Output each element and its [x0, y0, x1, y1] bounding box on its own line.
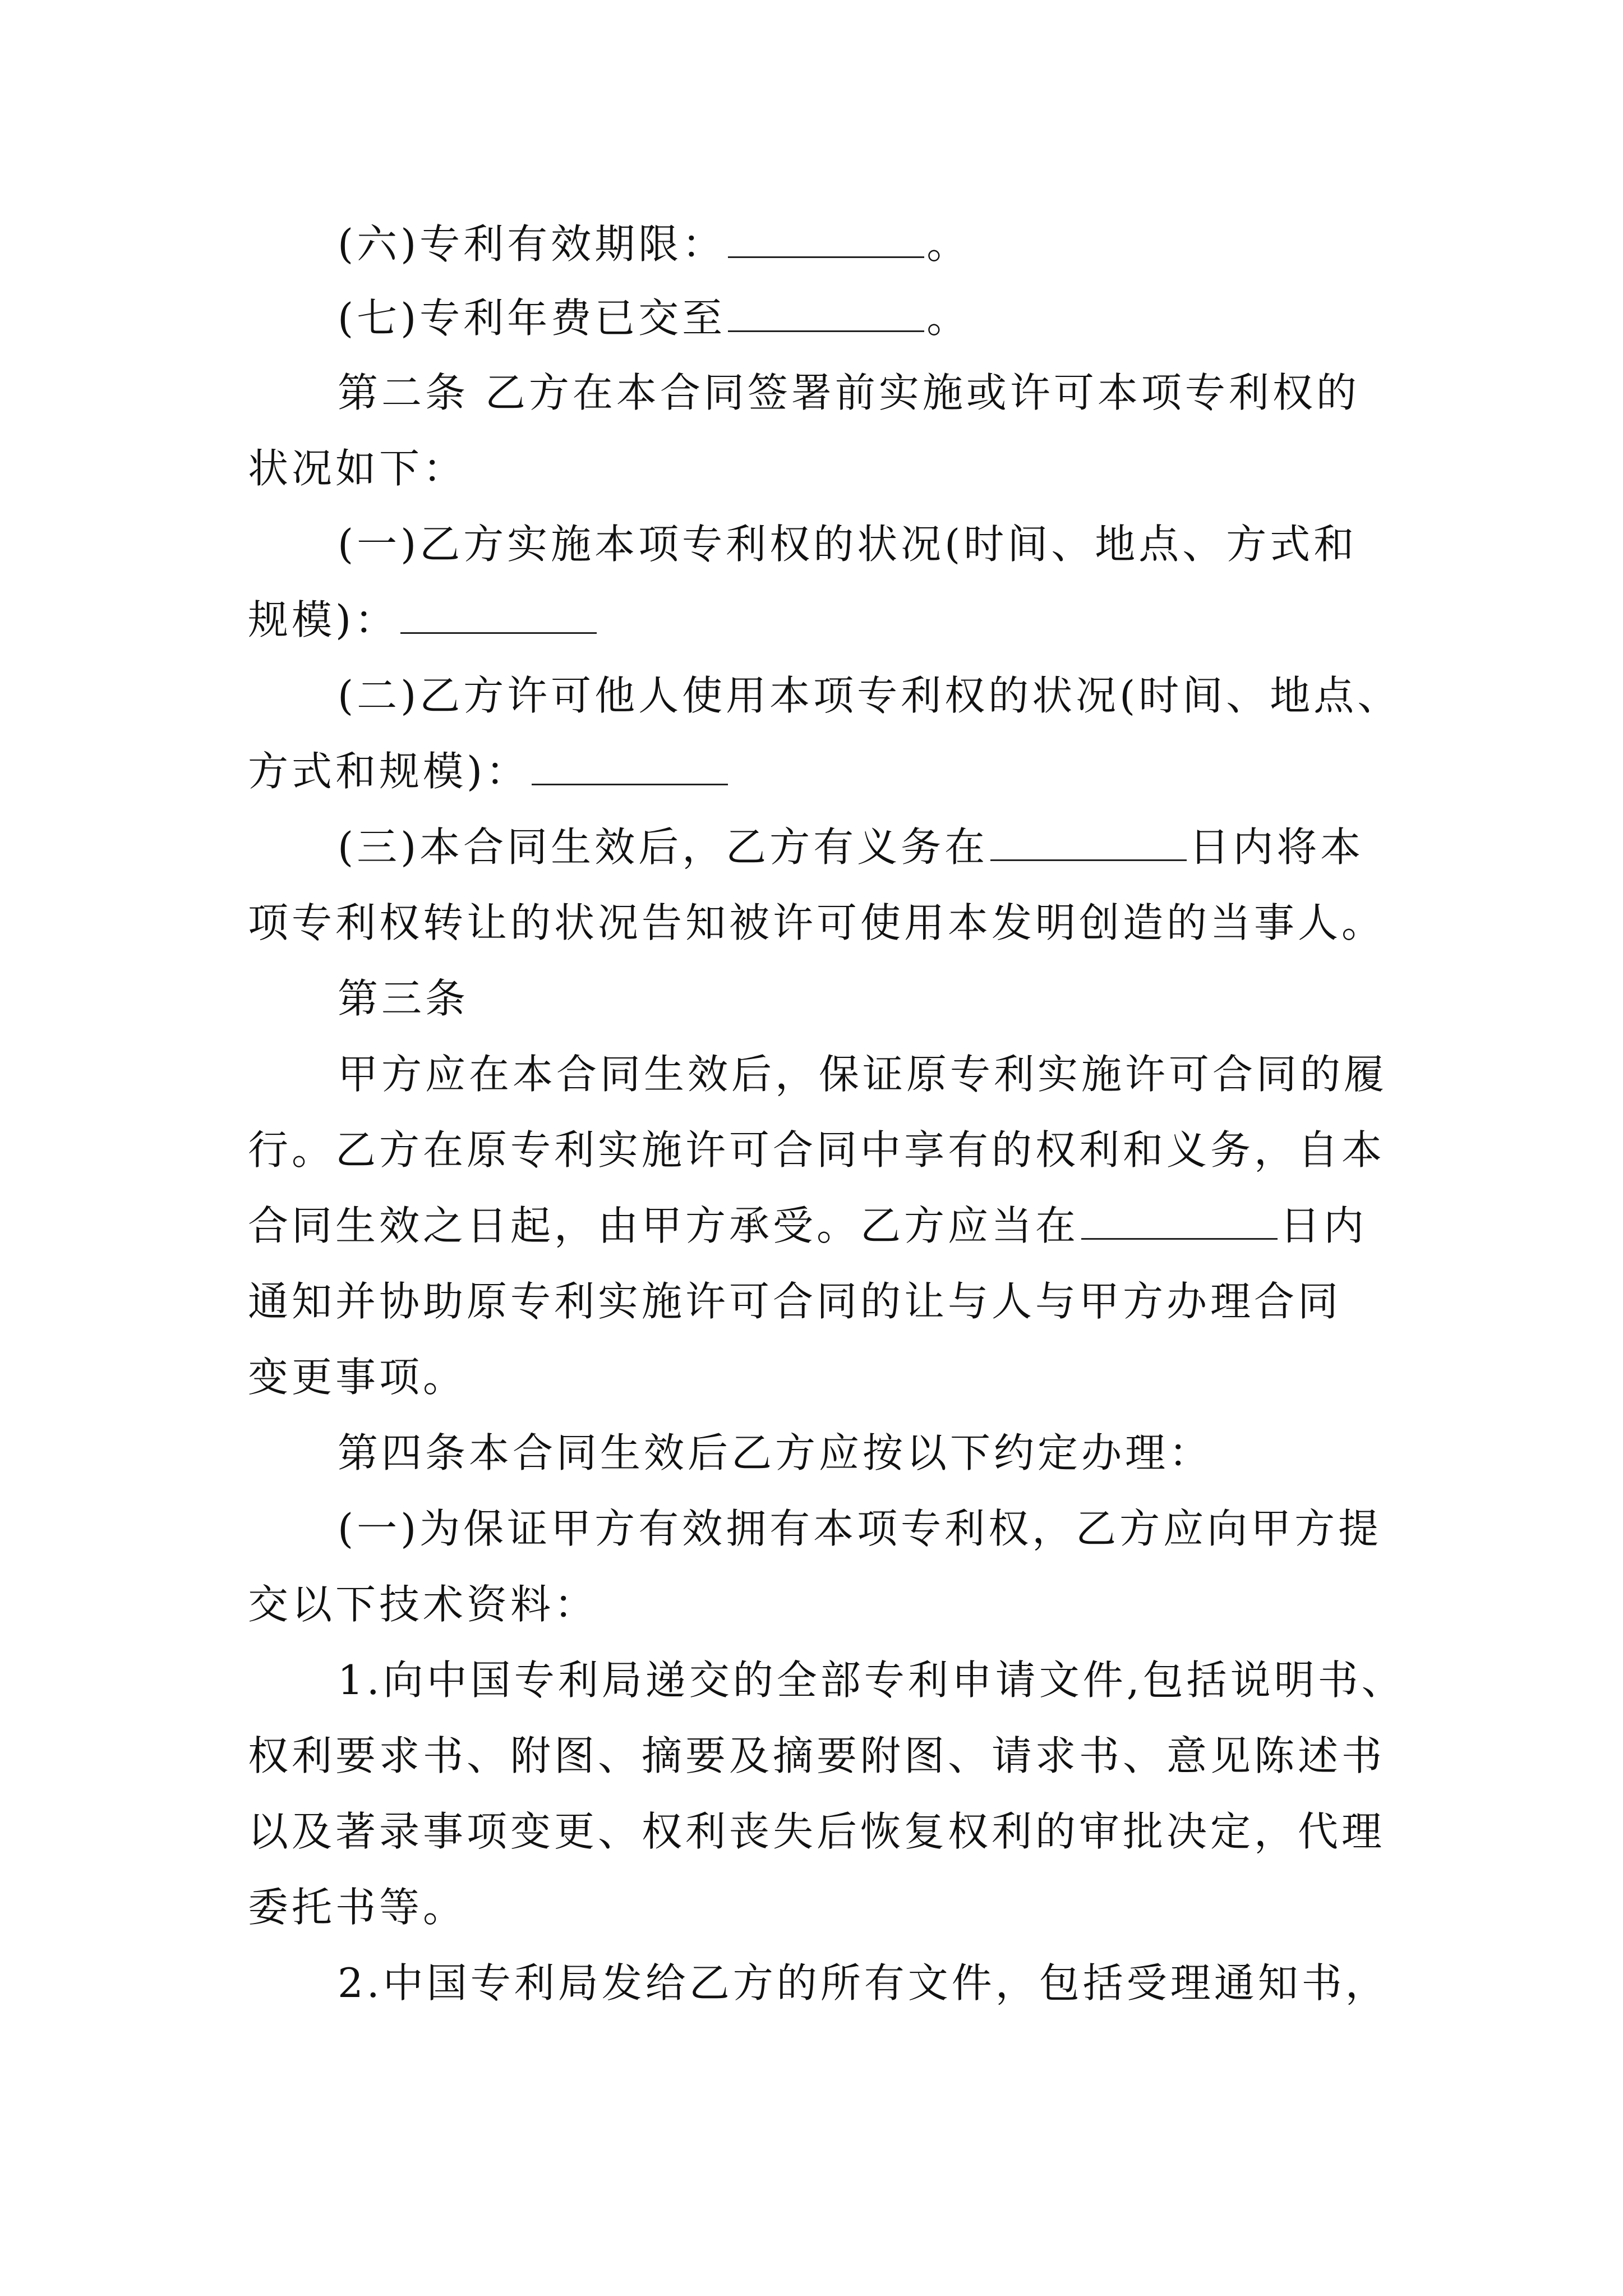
text-line — [248, 1349, 467, 1405]
line-text: 项专利权转让的状况告知被许可使用本发明创造的当事人。 — [248, 899, 1386, 946]
line-text: 规模)： — [248, 596, 399, 643]
line-text: (二)乙方许可他人使用本项专利权的状况(时间、地点、 — [338, 672, 1401, 719]
line-text: 2.中国专利局发给乙方的所有文件，包括受理通知书， — [338, 1959, 1389, 2007]
text-line — [338, 516, 1357, 572]
line-text: 第四条本合同生效后乙方应按以下约定办理： — [338, 1429, 1213, 1476]
line-text: 。 — [926, 295, 971, 342]
text-line — [248, 895, 1385, 951]
text-line — [338, 668, 1401, 724]
text-line — [338, 970, 469, 1027]
text-line — [248, 1273, 1341, 1329]
text-line — [248, 1728, 1385, 1784]
line-text: 状况如下： — [248, 445, 467, 492]
text-line — [248, 1803, 1385, 1860]
line-text: 合同生效之日起，由甲方承受。乙方应当在 — [248, 1202, 1080, 1249]
line-text: 方式和规模)： — [248, 748, 530, 795]
text-line — [248, 1198, 1367, 1254]
line-text: 委托书等。 — [248, 1884, 467, 1931]
line-text: (七)专利年费已交至 — [338, 295, 726, 342]
line-text: 通知并协助原专利实施许可合同的让与人与甲方办理合同 — [248, 1278, 1342, 1325]
text-line — [338, 290, 970, 346]
text-line — [338, 1955, 1389, 2011]
line-text: (三)本合同生效后，乙方有义务在 — [338, 823, 989, 871]
blank-field — [990, 826, 1187, 861]
line-text: 日内将本 — [1189, 823, 1364, 871]
line-text: 以及著录事项变更、权利丧失后恢复权利的审批决定，代理 — [248, 1808, 1386, 1855]
blank-field — [728, 297, 924, 332]
text-line — [338, 1652, 1405, 1708]
text-line — [338, 1501, 1382, 1557]
text-line — [338, 1425, 1212, 1481]
line-text: 第三条 — [338, 975, 469, 1022]
text-line — [338, 819, 1364, 875]
text-line — [338, 365, 1360, 421]
line-text: 1.向中国专利局递交的全部专利申请文件,包括说明书、 — [338, 1657, 1405, 1704]
line-text: (一)为保证甲方有效拥有本项专利权，乙方应向甲方提 — [338, 1505, 1382, 1552]
blank-field — [532, 750, 728, 785]
text-line — [248, 743, 730, 799]
line-text: 日内 — [1280, 1202, 1368, 1249]
text-line — [338, 1046, 1387, 1102]
line-text: 行。乙方在原专利实施许可合同中享有的权利和义务，自本 — [248, 1126, 1386, 1174]
blank-field — [1081, 1204, 1278, 1240]
text-line — [248, 440, 467, 496]
blank-field — [400, 599, 597, 634]
line-text: (六)专利有效期限： — [338, 220, 726, 268]
line-text: 第二条 乙方在本合同签署前实施或许可本项专利权的 — [338, 369, 1360, 416]
text-line — [248, 1879, 467, 1935]
line-text: 变更事项。 — [248, 1354, 467, 1401]
line-text: 。 — [926, 220, 971, 268]
text-line — [248, 1576, 598, 1632]
line-text: 交以下技术资料： — [248, 1581, 598, 1628]
text-line — [248, 592, 599, 648]
text-line — [338, 216, 970, 272]
blank-field — [728, 223, 924, 258]
line-text: 权利要求书、附图、摘要及摘要附图、请求书、意见陈述书 — [248, 1732, 1386, 1779]
line-text: 甲方应在本合同生效后，保证原专利实施许可合同的履 — [338, 1051, 1388, 1098]
text-line — [248, 1122, 1385, 1178]
line-text: (一)乙方实施本项专利权的状况(时间、地点、方式和 — [338, 521, 1358, 568]
